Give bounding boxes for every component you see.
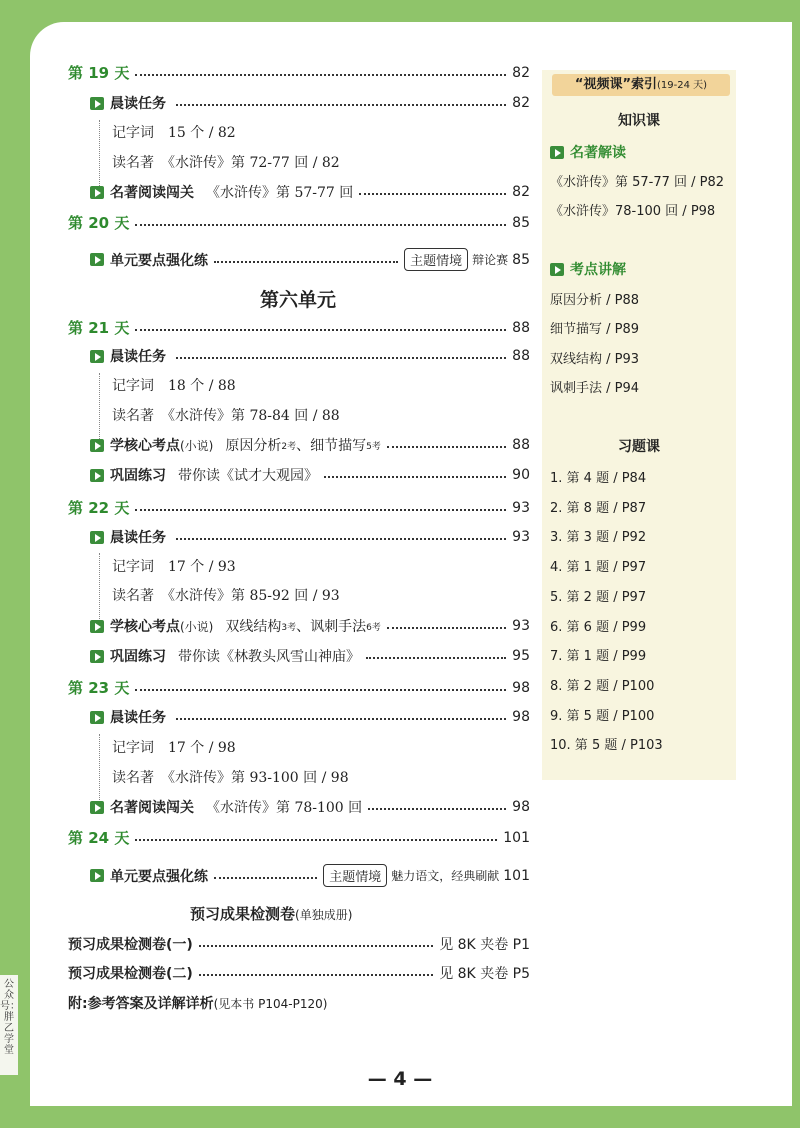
toc-row-day[interactable] [68, 497, 530, 518]
leader-dots [214, 877, 317, 879]
exercise-link[interactable]: 6. 第 6 题 / P99 [550, 619, 647, 635]
leader-dots [135, 839, 497, 841]
sub-item-label: 记字词 18 个 / 88 [112, 378, 236, 394]
theme-tail: 魅力语文，经典刷献 [391, 869, 500, 883]
task-detail: 带你读《林教头风雪山神庙》 [178, 649, 360, 665]
page-ref: 88 [512, 437, 530, 453]
play-icon [90, 97, 104, 110]
leader-dots [135, 329, 506, 331]
play-icon [90, 253, 104, 266]
page-ref: 101 [503, 867, 530, 884]
task-label: 单元要点强化练 [110, 868, 208, 885]
toc-row-sub[interactable] [112, 585, 340, 605]
toc-row-task[interactable] [90, 616, 530, 636]
section-title [190, 903, 352, 924]
tree-line [99, 120, 100, 186]
play-icon [550, 263, 564, 276]
task-label: 名著阅读闯关 [110, 800, 194, 816]
sub-item-label: 记字词 17 个 / 98 [112, 740, 236, 756]
toc-row-task[interactable] [90, 797, 530, 817]
toc-row-sub[interactable] [112, 767, 349, 787]
play-icon [550, 146, 564, 159]
leader-dots [359, 193, 506, 195]
leader-dots [135, 689, 506, 691]
toc-row-day[interactable] [68, 677, 530, 698]
task-detail: 双线结构 [225, 619, 282, 635]
leader-dots [366, 657, 506, 659]
page-ref: 98 [512, 679, 530, 696]
toc-row-task[interactable] [90, 435, 530, 455]
page-ref: 82 [512, 95, 530, 111]
day-label: 第 21 天 [68, 319, 130, 337]
test-row-2[interactable] [68, 963, 530, 983]
page-ref: 85 [512, 214, 530, 231]
test-ref: 见 8K 夹卷 P1 [439, 937, 530, 953]
exercise-link[interactable]: 9. 第 5 题 / P100 [550, 708, 655, 724]
page-ref: 95 [512, 648, 530, 664]
group-heading-points [550, 259, 626, 279]
task-label: 学核心考点 [110, 438, 180, 454]
group-heading-reading [550, 142, 626, 162]
video-link[interactable]: 《水浒传》78-100 回 / P98 [550, 204, 716, 219]
day-label: 第 23 天 [68, 679, 130, 697]
toc-row-sub[interactable] [112, 122, 236, 142]
leader-dots [387, 446, 506, 448]
task-detail: 《水浒传》第 78-100 回 [206, 800, 363, 816]
toc-row-day[interactable] [68, 827, 530, 848]
tree-line [99, 734, 100, 800]
page-ref: 90 [512, 467, 530, 483]
exercise-link[interactable]: 10. 第 5 题 / P103 [550, 738, 663, 754]
task-detail: 原因分析 [225, 438, 282, 454]
play-icon [90, 469, 104, 482]
group-label: 名著解读 [570, 145, 626, 161]
task-detail: 《水浒传》第 57-77 回 [206, 185, 354, 201]
knowledge-heading: 知识课 [618, 113, 660, 129]
toc-row-sub[interactable] [112, 737, 236, 757]
exercise-heading: 习题课 [618, 439, 660, 455]
exercise-link[interactable]: 5. 第 2 题 / P97 [550, 589, 647, 605]
exam-count: 5考 [366, 441, 381, 452]
toc-row-task[interactable] [90, 182, 530, 202]
leader-dots [214, 261, 398, 263]
leader-dots [176, 718, 506, 720]
tree-line [99, 373, 100, 439]
day-label: 第 24 天 [68, 829, 130, 847]
exam-count: 3考 [281, 622, 297, 633]
task-label: 单元要点强化练 [110, 252, 208, 269]
leader-dots [176, 538, 506, 540]
task-detail: 带你读《试才大观园》 [178, 468, 318, 484]
toc-row-task[interactable] [90, 93, 530, 113]
toc-row-sub[interactable] [112, 405, 340, 425]
day-label: 第 20 天 [68, 214, 130, 232]
leader-dots [176, 104, 506, 106]
toc-row-task[interactable] [90, 864, 530, 887]
play-icon [90, 350, 104, 363]
leader-dots [368, 808, 506, 810]
section-title-text: 预习成果检测卷 [190, 905, 296, 923]
task-detail: 、细节描写 [296, 438, 367, 454]
page-ref: 93 [512, 499, 530, 516]
leader-dots [387, 627, 506, 629]
sub-item-label: 记字词 17 个 / 93 [112, 559, 236, 575]
side-tag: 公众号：胖乙学堂 [0, 975, 18, 1075]
theme-tail: 辩论赛 [472, 253, 509, 267]
toc-row-task[interactable] [90, 248, 530, 271]
video-link[interactable]: 《水浒传》第 57-77 回 / P82 [550, 175, 725, 190]
toc-row-day[interactable] [68, 317, 530, 338]
task-label: 学核心考点 [110, 619, 180, 635]
toc-row-task[interactable] [90, 646, 530, 666]
video-link[interactable]: 双线结构 / P93 [550, 352, 640, 367]
toc-row-sub[interactable] [112, 152, 340, 172]
page-ref: 85 [512, 251, 530, 268]
page-ref: 82 [512, 64, 530, 81]
sub-item-label: 读名著 《水浒传》第 93-100 回 / 98 [112, 770, 349, 786]
page-ref: 93 [512, 618, 530, 634]
video-link[interactable]: 细节描写 / P89 [550, 322, 640, 337]
sidebar-header [552, 74, 730, 96]
sidebar-header-note: (19-24 天) [657, 80, 708, 91]
toc-row-sub[interactable] [112, 375, 236, 395]
exam-count: 6考 [366, 622, 381, 633]
video-link[interactable]: 原因分析 / P88 [550, 293, 640, 308]
page-ref: 93 [512, 529, 530, 545]
task-note: (小说) [180, 438, 214, 453]
leader-dots [199, 945, 433, 947]
task-label: 晨读任务 [110, 349, 166, 365]
page-ref: 101 [503, 829, 530, 846]
task-label: 名著阅读闯关 [110, 185, 194, 201]
sub-item-label: 记字词 15 个 / 82 [112, 125, 236, 141]
page-ref: 98 [512, 709, 530, 725]
test-label: 预习成果检测卷(二) [68, 966, 193, 982]
exercise-link[interactable]: 7. 第 1 题 / P99 [550, 649, 647, 665]
task-label: 晨读任务 [110, 530, 166, 546]
page-ref: 98 [512, 799, 530, 815]
test-ref: 见 8K 夹卷 P5 [439, 966, 530, 982]
video-link[interactable]: 讽刺手法 / P94 [550, 381, 640, 396]
sub-item-label: 读名著 《水浒传》第 85-92 回 / 93 [112, 588, 340, 604]
appendix-row[interactable] [68, 993, 327, 1013]
test-row-1[interactable] [68, 934, 530, 954]
sidebar-header-text: “视频课”索引 [574, 77, 658, 92]
task-detail: 、讽刺手法 [296, 619, 367, 635]
day-label: 第 19 天 [68, 64, 130, 82]
page-ref: 88 [512, 348, 530, 364]
appendix-note: (见本书 P104-P120) [213, 996, 328, 1011]
exercise-link[interactable]: 3. 第 3 题 / P92 [550, 530, 647, 546]
toc-row-sub[interactable] [112, 556, 236, 576]
group-label: 考点讲解 [570, 262, 626, 278]
sub-item-label: 读名著 《水浒传》第 72-77 回 / 82 [112, 155, 340, 171]
leader-dots [135, 74, 506, 76]
day-label: 第 22 天 [68, 499, 130, 517]
video-index-sidebar [542, 70, 736, 780]
sub-item-label: 读名著 《水浒传》第 78-84 回 / 88 [112, 408, 340, 424]
task-label: 晨读任务 [110, 96, 166, 112]
play-icon [90, 711, 104, 724]
toc-row-task[interactable] [90, 346, 530, 366]
play-icon [90, 531, 104, 544]
toc-row-task[interactable] [90, 465, 530, 485]
exercise-link[interactable]: 1. 第 4 题 / P84 [550, 471, 647, 486]
theme-badge: 主题情境 [404, 248, 468, 271]
exam-count: 2考 [281, 441, 297, 452]
leader-dots [324, 476, 506, 478]
play-icon [90, 439, 104, 452]
play-icon [90, 869, 104, 882]
task-label: 晨读任务 [110, 710, 166, 726]
leader-dots [199, 974, 433, 976]
exercise-link[interactable]: 2. 第 8 题 / P87 [550, 500, 647, 516]
leader-dots [176, 357, 506, 359]
page-number: — 4 — [367, 1068, 433, 1090]
page-ref: 82 [512, 184, 530, 200]
toc-row-day[interactable] [68, 62, 530, 83]
toc-row-day[interactable] [68, 212, 530, 233]
exercise-link[interactable]: 8. 第 2 题 / P100 [550, 678, 655, 694]
toc-row-task[interactable] [90, 527, 530, 547]
tree-line [99, 553, 100, 619]
test-label: 预习成果检测卷(一) [68, 937, 193, 953]
toc-row-task[interactable] [90, 707, 530, 727]
task-note: (小说) [180, 619, 214, 634]
task-label: 巩固练习 [110, 468, 166, 484]
section-note: (单独成册) [295, 908, 353, 922]
leader-dots [135, 509, 506, 511]
page-ref: 88 [512, 319, 530, 336]
exercise-link[interactable]: 4. 第 1 题 / P97 [550, 560, 647, 576]
unit-title: 第六单元 [260, 289, 337, 311]
task-label: 巩固练习 [110, 649, 166, 665]
play-icon [90, 186, 104, 199]
leader-dots [135, 224, 506, 226]
play-icon [90, 650, 104, 663]
theme-badge: 主题情境 [323, 864, 387, 887]
play-icon [90, 620, 104, 633]
play-icon [90, 801, 104, 814]
appendix-label: 附:参考答案及详解详析 [68, 996, 214, 1012]
